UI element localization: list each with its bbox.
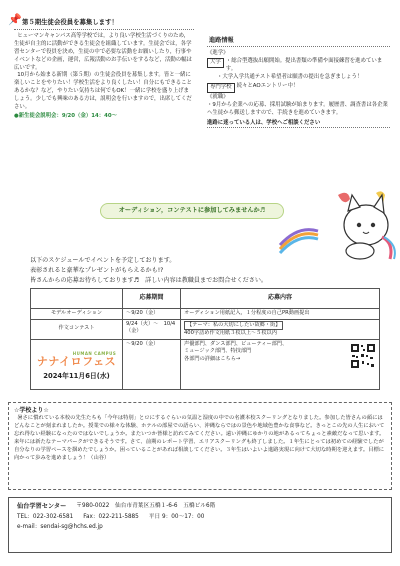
header-blank: [31, 289, 123, 309]
event-name-model: モデルオーディション: [31, 309, 123, 320]
table-row: [31, 309, 380, 320]
intro-line-2: 表彰されると豪華なプレゼントがもらえるかも!?: [30, 266, 164, 274]
briefing-session-date: ●新生徒会説明会：9/20（金）14：40～: [14, 112, 118, 119]
career-info-section: [207, 37, 390, 128]
table-header-row: [31, 289, 380, 309]
center-address: 〒980-0022 仙台市青葉区五橋１-6-6 五橋ビル6階: [76, 503, 216, 509]
period-model: ～9/20（金）: [123, 309, 181, 320]
school-message-title: ☆学校より☆: [14, 407, 49, 414]
school-message-body: 暑さに慣れている本校の先生たちも「今年は特別」とロにするぐらいの気温と湿度の中での名護本校スクーリングとなりました。参加した皆さんの顔にはどんなことが刻まれましたか。授業での様々な体験、ホテルの部屋での語らい、沖縄ならではの景色や地域色豊かな食事など。きっとこの先の人生において忘れ得ない経験になったのではないでしょうか。またいつか皆様と訪れてみてください。遠い沖縄にゆかりの地があるってちょっと素敵だなって思います。来年には新たなテーマパークができるそうです。さて、前期のレポート学習、エリアスクーリングも終了しました。１年生にとっては初めての経験でしたが自分なりの学習ペースを掴めたでしょうか。困っていることがあれば相談してください。３年生はいよいよ進路実現に向けて大切な時期を迎えます。目標に向かって歩みを進めましょう！（山谷）: [14, 415, 385, 461]
student-council-paragraph-2: 10月から始まる新期（第５期）の生徒会役員を募集します。皆と一緒に楽しいことをやりたい！学校生活をより良くしたい！自分にもできることあるかな？など，やりたい気持ちは何でもOK！一緒に学校を盛り上げましょう。少しでも興味のある方は，説明会を行いますので，出席してください。: [14, 72, 192, 110]
festival-cell: [31, 339, 123, 389]
qr-code-icon[interactable]: [350, 343, 376, 369]
email-address[interactable]: e-mail：sendai-sg@hchs.ed.jp: [17, 523, 103, 530]
audition-banner: オーディション，コンテストに参加してみませんか♬: [100, 203, 284, 219]
university-tag: 大学: [207, 58, 224, 68]
table-row: [31, 339, 380, 389]
footer-line-1: [17, 502, 383, 513]
nanairo-fes-logo: HUMAN CAMPUS ナナイロフェス: [36, 350, 117, 368]
festival-line-1: 声優部門、ダンス部門、ビューティー部門、: [184, 340, 288, 347]
period-festival: ～9/20（金）: [123, 339, 181, 389]
center-name: 仙台学習センター: [17, 503, 67, 510]
event-schedule-table: [30, 288, 380, 390]
events-intro: [30, 256, 270, 285]
university-text: ・総合型選抜出願開始。提出書類の準備や面接練習を進めています。: [225, 57, 383, 72]
content-essay: [181, 319, 380, 339]
essay-requirement: 400字詰め作文用紙３枚以上～５枚以内: [184, 330, 277, 337]
header-period: 応募期間: [123, 289, 181, 309]
contact-footer: [8, 497, 392, 553]
essay-theme: 【テーマ：私の大切にしたい故郷・街】: [184, 321, 283, 331]
footer-line-2: [17, 513, 383, 523]
student-council-paragraph-1: ヒューマンキャンパス高等学校では，より良い学校生活づくりのため，生徒が自主的に活動ができる生徒会を組織しています。生徒会では，各学習センターで役員を決め，生徒の中で必要な活動をお願いしたり，行事やイベントなどの企画，運営，広報活動のお手伝いをするなど，活動の幅は広いです。: [14, 33, 192, 71]
footer-line-3: [17, 523, 383, 533]
table-row: [31, 319, 380, 339]
student-council-section: [8, 13, 194, 120]
university-row: [207, 58, 390, 74]
intro-line-3: 皆さんからの応募お待ちしております♬ 詳しい内容は教職員までお問合せください。: [30, 276, 268, 284]
festival-date: 2024年11月6日(水): [43, 371, 110, 380]
advance-header: 《進学》: [207, 49, 229, 56]
intro-line-1: 以下のスケジュールでイベントを予定しております。: [30, 257, 176, 264]
student-council-title: 📌 第５期生徒会役員を募集します！: [14, 18, 194, 30]
school-message-box: [8, 402, 392, 490]
event-name-essay: 作文コンテスト: [31, 319, 123, 339]
festival-line-3[interactable]: 各部門の詳細はこちら→: [184, 355, 241, 362]
festival-line-2: ミュージック部門、特技部門: [184, 348, 252, 355]
header-content: 応募内容: [181, 289, 380, 309]
employment-header: 《就職》: [207, 94, 229, 101]
pushpin-icon: 📌: [8, 13, 22, 26]
office-hours: 平日 9：00～17：00: [148, 513, 205, 520]
career-info-title: 進路情報: [207, 37, 390, 47]
mascot-illustration: [278, 185, 396, 267]
content-model: オーディション用紙記入，１分程度の自己PR動画提出: [181, 309, 380, 320]
vocational-tag: 専門学校: [207, 83, 235, 93]
career-closing: 進路に迷っている人は、学校へご相談ください: [207, 120, 390, 129]
employment-text: ・9月から企業への応募、採用試験が始まります。履歴書、調査書は各企業へ生徒から郵送しますので、手続きを進めていきます。: [207, 101, 388, 116]
vocational-row: [207, 83, 390, 93]
common-test-note: ・大学入学共通テスト希望者は願書の提出を急ぎましょう！: [217, 74, 363, 81]
content-festival: [181, 339, 380, 389]
vocational-text: 続々とAOエントリー中！: [236, 83, 299, 90]
phone-number: TEL：022-302-6581: [17, 513, 74, 520]
student-council-body: [14, 33, 194, 111]
period-essay: 9/24（火）～ 10/4（金）: [123, 319, 181, 339]
fax-number: Fax：022-211-5885: [83, 513, 139, 520]
